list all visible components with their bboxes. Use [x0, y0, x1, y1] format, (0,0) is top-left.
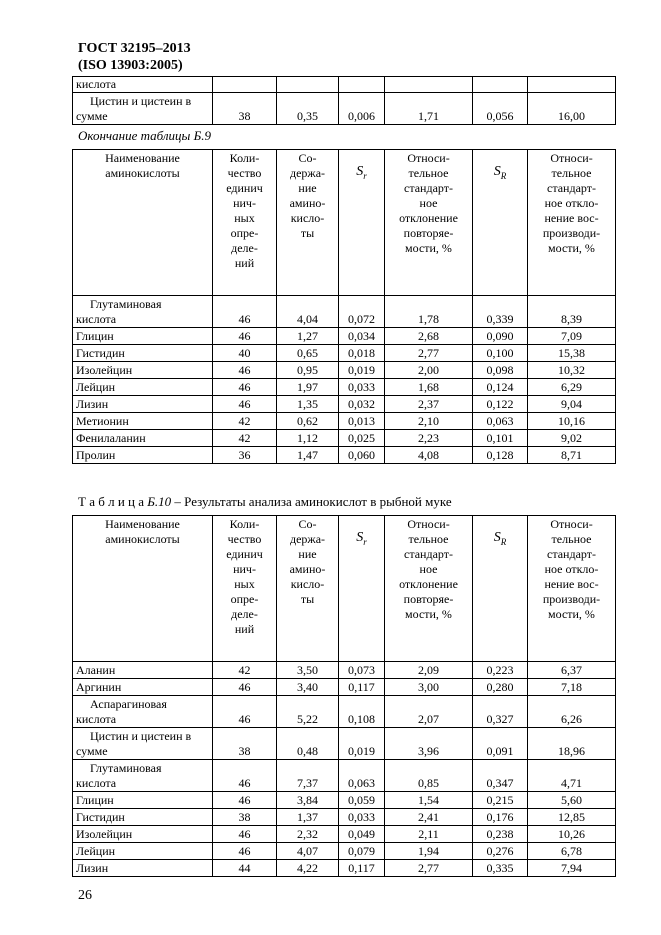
reprod-cell: 5,60	[528, 792, 616, 809]
count-cell: 46	[213, 760, 277, 792]
sR-cell: 0,335	[473, 860, 528, 877]
count-cell: 46	[213, 396, 277, 413]
count-cell: 44	[213, 860, 277, 877]
count-cell: 46	[213, 826, 277, 843]
amino-name: кислота	[73, 77, 213, 93]
amino-name: Аргинин	[73, 679, 213, 696]
sr-cell: 0,049	[339, 826, 385, 843]
content-cell: 2,32	[277, 826, 339, 843]
count-cell: 38	[213, 728, 277, 760]
table-row	[73, 77, 616, 93]
sr-cell: 0,063	[339, 760, 385, 792]
sr-cell: 0,034	[339, 328, 385, 345]
amino-name: Изолейцин	[73, 826, 213, 843]
reprod-cell: 8,39	[528, 296, 616, 328]
amino-name: Цистин и цистеин в сумме	[73, 93, 213, 125]
content-cell: 3,84	[277, 792, 339, 809]
amino-name: Глутаминовая кислота	[73, 296, 213, 328]
header-count: Коли- чество единич нич- ных опре- деле- ний	[213, 150, 277, 296]
table-row	[73, 728, 616, 760]
content-cell: 1,27	[277, 328, 339, 345]
sr-cell: 0,018	[339, 345, 385, 362]
table-b9	[72, 149, 616, 464]
count-cell: 40	[213, 345, 277, 362]
table-row	[73, 679, 616, 696]
header-name: Наименование аминокислоты	[73, 516, 213, 662]
sR-cell: 0,100	[473, 345, 528, 362]
count-cell: 46	[213, 379, 277, 396]
repeat-cell: 3,96	[385, 728, 473, 760]
sR-cell: 0,276	[473, 843, 528, 860]
sR-cell: 0,280	[473, 679, 528, 696]
repeat-cell: 2,00	[385, 362, 473, 379]
repeat-cell: 4,08	[385, 447, 473, 464]
amino-name: Цистин и цистеин в сумме	[73, 728, 213, 760]
amino-name: Лейцин	[73, 379, 213, 396]
repeat-cell: 1,71	[385, 93, 473, 125]
repeat-cell: 1,94	[385, 843, 473, 860]
content-cell: 0,35	[277, 93, 339, 125]
content-cell: 4,22	[277, 860, 339, 877]
sR-cell: 0,056	[473, 93, 528, 125]
header-reproducibility: Относи- тельное стандарт- ное откло- нение вос- производи- мости, %	[528, 516, 616, 662]
content-cell: 1,97	[277, 379, 339, 396]
amino-name: Глицин	[73, 328, 213, 345]
amino-name: Изолейцин	[73, 362, 213, 379]
content-cell: 3,40	[277, 679, 339, 696]
table-row	[73, 760, 616, 792]
table-row	[73, 826, 616, 843]
count-cell: 42	[213, 413, 277, 430]
content-cell: 1,37	[277, 809, 339, 826]
table-row	[73, 430, 616, 447]
table-row	[73, 345, 616, 362]
reprod-cell: 6,37	[528, 662, 616, 679]
count-cell: 46	[213, 679, 277, 696]
content-cell: 7,37	[277, 760, 339, 792]
reprod-cell: 9,02	[528, 430, 616, 447]
table-row	[73, 362, 616, 379]
table-row	[73, 447, 616, 464]
amino-name: Гистидин	[73, 809, 213, 826]
count-cell: 46	[213, 696, 277, 728]
reprod-cell: 7,94	[528, 860, 616, 877]
sr-cell: 0,117	[339, 860, 385, 877]
reprod-cell: 15,38	[528, 345, 616, 362]
table-b9-prev-fragment	[72, 76, 616, 125]
repeat-cell: 2,41	[385, 809, 473, 826]
reprod-cell: 10,16	[528, 413, 616, 430]
sr-cell: 0,019	[339, 362, 385, 379]
sR-cell: 0,090	[473, 328, 528, 345]
reprod-cell: 4,71	[528, 760, 616, 792]
header-sr: $S_r$	[339, 150, 385, 296]
continuation-caption: Окончание таблицы Б.9	[78, 128, 211, 143]
count-cell: 42	[213, 662, 277, 679]
header-content: Со- держа- ние амино- кисло- ты	[277, 516, 339, 662]
repeat-cell: 2,77	[385, 860, 473, 877]
reprod-cell: 10,26	[528, 826, 616, 843]
amino-name: Глутаминовая кислота	[73, 760, 213, 792]
repeat-cell: 2,68	[385, 328, 473, 345]
amino-name: Фенилаланин	[73, 430, 213, 447]
caption-title: – Результаты анализа аминокислот в рыбной муке	[174, 494, 452, 509]
sR-cell: 0,128	[473, 447, 528, 464]
content-cell: 0,62	[277, 413, 339, 430]
header-count: Коли- чество единич нич- ных опре- деле- ний	[213, 516, 277, 662]
amino-name: Метионин	[73, 413, 213, 430]
table-header-row	[73, 516, 616, 662]
repeat-cell: 1,78	[385, 296, 473, 328]
amino-name: Гистидин	[73, 345, 213, 362]
sr-cell: 0,073	[339, 662, 385, 679]
sr-cell: 0,033	[339, 379, 385, 396]
content-cell: 0,95	[277, 362, 339, 379]
sR-cell: 0,339	[473, 296, 528, 328]
repeat-cell: 2,37	[385, 396, 473, 413]
repeat-cell: 2,10	[385, 413, 473, 430]
sr-cell: 0,079	[339, 843, 385, 860]
count-cell: 46	[213, 362, 277, 379]
content-cell: 1,47	[277, 447, 339, 464]
reprod-cell: 12,85	[528, 809, 616, 826]
reprod-cell: 16,00	[528, 93, 616, 125]
reprod-cell: 8,71	[528, 447, 616, 464]
sR-cell: 0,215	[473, 792, 528, 809]
reprod-cell: 6,29	[528, 379, 616, 396]
header-sR: $S_R$	[473, 150, 528, 296]
amino-name: Лизин	[73, 860, 213, 877]
content-cell: 0,48	[277, 728, 339, 760]
table-row	[73, 696, 616, 728]
table-header-row	[73, 150, 616, 296]
amino-name: Глицин	[73, 792, 213, 809]
content-cell: 0,65	[277, 345, 339, 362]
count-cell: 46	[213, 792, 277, 809]
sR-cell: 0,347	[473, 760, 528, 792]
standard-number: ГОСТ 32195–2013	[78, 41, 191, 56]
reprod-cell: 6,78	[528, 843, 616, 860]
sr-cell: 0,019	[339, 728, 385, 760]
sr-cell: 0,108	[339, 696, 385, 728]
header-content: Со- держа- ние амино- кисло- ты	[277, 150, 339, 296]
iso-reference: (ISO 13903:2005)	[78, 58, 183, 73]
sr-cell: 0,006	[339, 93, 385, 125]
header-repeatability: Относи- тельное стандарт- ное отклонение повторяе- мости, %	[385, 150, 473, 296]
sR-cell: 0,176	[473, 809, 528, 826]
table-row	[73, 809, 616, 826]
sR-cell: 0,223	[473, 662, 528, 679]
table-row	[73, 792, 616, 809]
content-cell: 4,04	[277, 296, 339, 328]
sr-cell: 0,117	[339, 679, 385, 696]
sr-cell: 0,025	[339, 430, 385, 447]
content-cell: 4,07	[277, 843, 339, 860]
sr-cell: 0,059	[339, 792, 385, 809]
table-row	[73, 328, 616, 345]
reprod-cell: 9,04	[528, 396, 616, 413]
sR-cell: 0,091	[473, 728, 528, 760]
table-row	[73, 662, 616, 679]
caption-label: Т а б л и ц а	[78, 494, 144, 509]
amino-name: Лизин	[73, 396, 213, 413]
reprod-cell: 6,26	[528, 696, 616, 728]
repeat-cell: 2,07	[385, 696, 473, 728]
sR-cell: 0,327	[473, 696, 528, 728]
repeat-cell: 2,11	[385, 826, 473, 843]
count-cell: 38	[213, 93, 277, 125]
repeat-cell: 1,54	[385, 792, 473, 809]
count-cell: 46	[213, 328, 277, 345]
repeat-cell: 2,77	[385, 345, 473, 362]
content-cell: 1,35	[277, 396, 339, 413]
table-row	[73, 396, 616, 413]
caption-number: Б.10	[147, 494, 172, 509]
page-number: 26	[78, 888, 92, 903]
count-cell: 42	[213, 430, 277, 447]
reprod-cell: 7,18	[528, 679, 616, 696]
sR-cell: 0,124	[473, 379, 528, 396]
repeat-cell: 1,68	[385, 379, 473, 396]
header-repeatability: Относи- тельное стандарт- ное отклонение повторяе- мости, %	[385, 516, 473, 662]
reprod-cell: 7,09	[528, 328, 616, 345]
content-cell: 3,50	[277, 662, 339, 679]
sR-cell: 0,122	[473, 396, 528, 413]
header-name: Наименование аминокислоты	[73, 150, 213, 296]
header-sR: $S_R$	[473, 516, 528, 662]
table-row	[73, 296, 616, 328]
reprod-cell: 18,96	[528, 728, 616, 760]
amino-name: Лейцин	[73, 843, 213, 860]
content-cell: 5,22	[277, 696, 339, 728]
reprod-cell: 10,32	[528, 362, 616, 379]
sR-cell: 0,101	[473, 430, 528, 447]
sr-cell: 0,033	[339, 809, 385, 826]
sr-cell: 0,032	[339, 396, 385, 413]
table-row	[73, 379, 616, 396]
count-cell: 46	[213, 843, 277, 860]
amino-name: Аспарагиновая кислота	[73, 696, 213, 728]
sr-cell: 0,060	[339, 447, 385, 464]
count-cell: 36	[213, 447, 277, 464]
repeat-cell: 3,00	[385, 679, 473, 696]
sR-cell: 0,098	[473, 362, 528, 379]
sR-cell: 0,238	[473, 826, 528, 843]
table-b10	[72, 515, 616, 877]
repeat-cell: 0,85	[385, 760, 473, 792]
document-header	[78, 40, 191, 74]
table-row	[73, 93, 616, 125]
sr-cell: 0,013	[339, 413, 385, 430]
header-sr: $S_r$	[339, 516, 385, 662]
table-b10-caption	[78, 494, 452, 510]
amino-name: Пролин	[73, 447, 213, 464]
content-cell: 1,12	[277, 430, 339, 447]
table-row	[73, 413, 616, 430]
amino-name: Аланин	[73, 662, 213, 679]
table-row	[73, 860, 616, 877]
repeat-cell: 2,09	[385, 662, 473, 679]
count-cell: 38	[213, 809, 277, 826]
table-row	[73, 843, 616, 860]
count-cell: 46	[213, 296, 277, 328]
sR-cell: 0,063	[473, 413, 528, 430]
repeat-cell: 2,23	[385, 430, 473, 447]
header-reproducibility: Относи- тельное стандарт- ное откло- нение вос- производи- мости, %	[528, 150, 616, 296]
sr-cell: 0,072	[339, 296, 385, 328]
